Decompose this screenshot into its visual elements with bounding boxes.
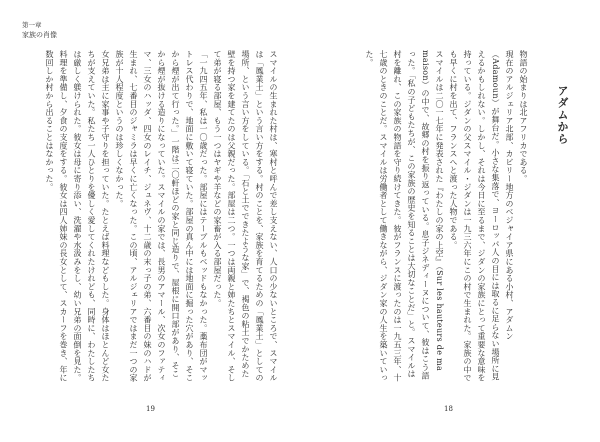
left-body-text: スマイルの生まれた村は、寒村と呼んで差し支えない、人口の少ないところで、スマイルは「鳳業土」という言い方をする。村のことを、家族を育てるための「鳳業土」としての場所、という言い方をしている。「石と土でできたような家」で、褐色の粘土でかためた壁を持つ家を建てたのは父親だった。部屋は二つ。一つは両親と姉たちとスマイル、そして弟が寝る部屋、もう一つはヤギや羊などの家畜が入る部屋だった。 「一九四五年、私は一〇歳だった。部屋にはテーブルもベッドもなかった。藁布団がマットレス代わりで、地面に敷いて寝ていた。部屋の真ん中には地面に掘った穴があり、そこから煙が出て行った。」一階は二〇軒ほどの家と同じ造りで、屋根に開口部があり、そこから煙が抜ける造りになっていた。スマイルの家では、長男のアマール、次女のファティマ、三女のハッダ、四女のレイチ、ジュネヴ、十二歳の末っ子の弟、六番目の妹のハドが生まれ、七番目のジャミラは早くに亡くなった。この頃、アルジェリアではまだ一つの家族が十人程度というのは珍しくなかった。 女兄弟は主に家事や子守りを担っていた。たとえば料理などもした。身体はほとんど女たちが支えていた。私たち一人ひとりを優しく愛してくれたけれども、同時に、わたしたちは厳しく躾けられた。彼女は母に寄り添い、洗濯や水汲みをし、幼い兄弟の面倒を見た。料理を準備し、夕食の支度をする。彼女は四人姉妹の長女として、スカーフを巻き、年に数回しか村から出ることはなかった。 xyxy=(45,50,278,382)
header-chapter: 第一章 xyxy=(22,21,42,29)
running-header xyxy=(22,20,57,40)
page-number-right: 18 xyxy=(444,405,453,413)
page-number-left: 19 xyxy=(146,405,155,413)
header-section: 家族の肖像 xyxy=(22,31,57,39)
chapter-title: アダムから xyxy=(556,85,569,145)
right-page xyxy=(300,0,600,442)
right-body-text: 物語の始まりは北アフリカである。 現在のアルジェリア北部、カビリー地方のベジャイア県にある小村、アダムン（Adamoun）が舞台だ。小さな集落で、ヨーロッパ人の目には取るに足らない場所に見えるかもしれない。しかし、それは今日に至るまで、ジダンの家族にとって重要な意味を持っている。ジダンの父スマイル・ジダンは一九三六年にこの村で生まれた。家族の中でも早くに村を出て、フランスへと渡った人物である。 スマイルは二〇一七年に発表された『わたしの家の上空』（Sur les hauteurs de ma maison）の中で、故郷の村を振り返っている。息子ジネディーヌについて、彼はこう語った。「私の子どもたちが、この家族の歴史を知ることは大切なことだ」と。スマイルは村を離れ、この家族の物語を守り続けてきた。彼がフランスに渡ったのは一九五三年、十七歳のときのことだ。スマイルは労働者として働きながら、ジダン家の人生を築いていった。 xyxy=(365,50,528,382)
